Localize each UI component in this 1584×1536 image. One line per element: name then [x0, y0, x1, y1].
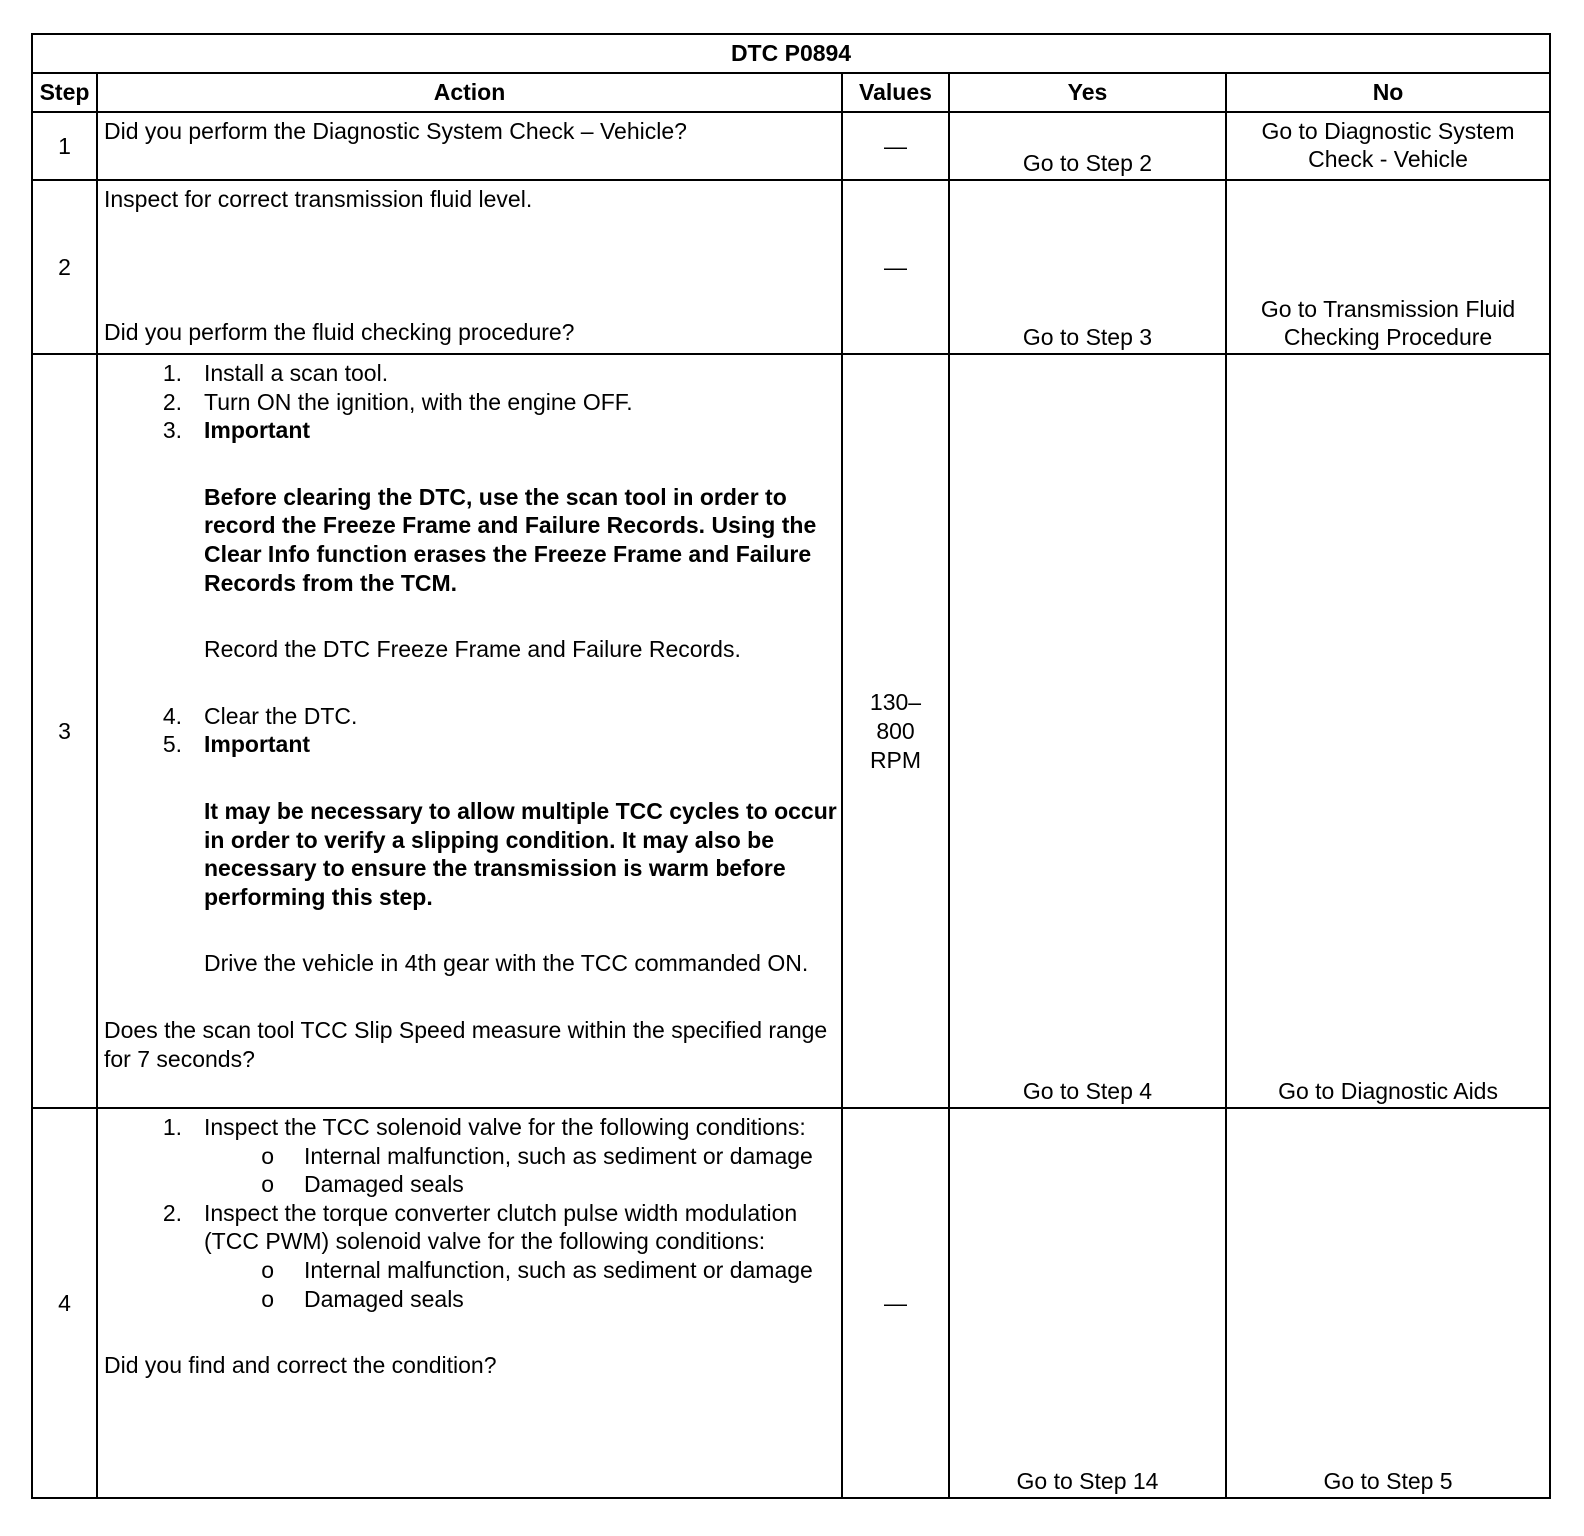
action-intro: Inspect for correct transmission fluid level. [104, 186, 533, 212]
dtc-table-wrapper [31, 33, 1549, 1499]
list-item [104, 1113, 838, 1142]
header-row [32, 73, 1550, 112]
no-cell [1226, 112, 1550, 180]
header-yes: Yes [949, 73, 1226, 112]
list-item [104, 416, 838, 445]
item-text: Inspect the torque converter clutch pulse width modulation (TCC PWM) solenoid valve for the following conditions: [204, 1199, 798, 1255]
yes-cell: Go to Step 4 [949, 354, 1226, 1108]
action-question: Does the scan tool TCC Slip Speed measure within the specified range for 7 seconds? [104, 1016, 828, 1072]
step-number: 4 [32, 1108, 97, 1498]
sub-item-text: Internal malfunction, such as sediment or damage [304, 1256, 813, 1283]
table-title: DTC P0894 [32, 34, 1550, 73]
values-cell: — [842, 180, 949, 354]
action-cell [97, 112, 842, 180]
item-number: 3. [162, 417, 182, 444]
header-no: No [1226, 73, 1550, 112]
item-text: Turn ON the ignition, with the engine OFF. [204, 388, 633, 415]
important-note: Before clearing the DTC, use the scan tool in order to record the Freeze Frame and Failure Records. Using the Clear Info function erases the Freeze Frame and Failure Records from the TCM. [204, 483, 817, 596]
header-action: Action [97, 73, 842, 112]
no-line: Go to Transmission Fluid [1260, 296, 1516, 322]
value-line: 130– [869, 688, 922, 715]
action-cell [97, 354, 842, 1108]
step-number: 2 [32, 180, 97, 354]
item-text: Record the DTC Freeze Frame and Failure Records. [204, 636, 741, 663]
sub-item [104, 1170, 838, 1199]
step-number: 3 [32, 354, 97, 1108]
action-cell [97, 180, 842, 354]
table-row [32, 354, 1550, 1108]
yes-cell: Go to Step 14 [949, 1108, 1226, 1498]
item-number: 1. [162, 1114, 182, 1140]
action-question: Did you find and correct the condition? [104, 1352, 497, 1379]
sub-item-text: Internal malfunction, such as sediment or damage [304, 1142, 813, 1169]
sub-item [104, 1285, 838, 1314]
action-cell [97, 1108, 842, 1498]
yes-cell: Go to Step 2 [949, 112, 1226, 180]
important-note: It may be necessary to allow multiple TCC cycles to occur in order to verify a slipping condition. It may also be necessary to ensure the transmission is warm before performing this step. [204, 797, 837, 910]
item-text: Drive the vehicle in 4th gear with the TCC commanded ON. [204, 950, 809, 977]
list-item [104, 702, 838, 731]
list-item [104, 1199, 838, 1256]
item-number: 5. [162, 731, 182, 758]
bullet-marker: o [261, 1256, 274, 1283]
important-heading: Important [204, 417, 311, 444]
value-line: RPM [869, 746, 922, 773]
no-line: Go to Diagnostic System [1261, 118, 1515, 144]
sub-item [104, 1256, 838, 1285]
table-row [32, 1108, 1550, 1498]
important-heading: Important [204, 731, 311, 758]
no-cell: Go to Diagnostic Aids [1226, 354, 1550, 1108]
list-item [104, 730, 838, 759]
list-item [104, 359, 838, 388]
item-text: Clear the DTC. [204, 702, 358, 729]
item-number: 1. [162, 360, 182, 386]
no-cell: Go to Step 5 [1226, 1108, 1550, 1498]
values-cell [842, 354, 949, 1108]
no-cell [1226, 180, 1550, 354]
yes-cell: Go to Step 3 [949, 180, 1226, 354]
header-values: Values [842, 73, 949, 112]
no-line: Checking Procedure [1283, 324, 1493, 350]
item-number: 2. [162, 388, 182, 415]
bullet-marker: o [261, 1142, 274, 1169]
values-cell: — [842, 112, 949, 180]
sub-item-text: Damaged seals [304, 1171, 464, 1198]
no-line: Check - Vehicle [1308, 146, 1468, 172]
table-row [32, 112, 1550, 180]
bullet-marker: o [261, 1285, 274, 1312]
list-item [104, 388, 838, 417]
action-question: Did you perform the fluid checking procedure? [104, 319, 575, 346]
action-question: Did you perform the Diagnostic System Check – Vehicle? [104, 118, 687, 144]
step-number: 1 [32, 112, 97, 180]
header-step: Step [32, 73, 97, 112]
bullet-marker: o [261, 1171, 274, 1198]
sub-item-text: Damaged seals [304, 1285, 464, 1312]
item-text: Install a scan tool. [204, 360, 389, 386]
item-text: Inspect the TCC solenoid valve for the following conditions: [204, 1114, 806, 1140]
item-number: 2. [162, 1199, 182, 1226]
table-row [32, 180, 1550, 354]
values-cell: — [842, 1108, 949, 1498]
item-number: 4. [162, 702, 182, 729]
dtc-table [31, 33, 1551, 1499]
title-row [32, 34, 1550, 73]
sub-item [104, 1142, 838, 1171]
value-line: 800 [876, 717, 915, 744]
